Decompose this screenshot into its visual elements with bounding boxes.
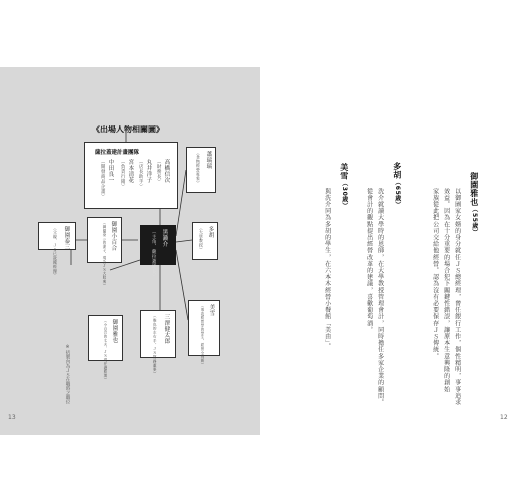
protagonist-role: （主角、薩拉蓋建長） [151,229,157,279]
person-box-masaya [88,315,123,382]
team-member-name: 宮本清花 [127,159,134,183]
person-role: （大學教授） [199,226,205,252]
team-box-title: 薩拉蓋建計畫團隊 [95,150,140,156]
team-member-name: 丸井洋子 [145,159,152,183]
person-role: （父親、ＪＳ已故總經理） [53,226,59,278]
protagonist-name: 黑瀨介 [161,229,168,247]
person-name: 御園泰三 [63,226,70,250]
person-role: （食物經營專家） [196,151,202,186]
chart-title: 《出場人物相關圖》 [92,125,164,134]
character-desc-line: 洗介就讀大學時的恩師，在大學教授管理會計，同時擔任多家企業的顧問。 [376,188,384,406]
person-name: 御園雅也 [111,319,118,343]
team-member-role: （開發商品企畫） [100,159,106,199]
person-role: （雅也的左右手，ＪＳ財務董事） [153,314,158,376]
person-name: 御園小百合 [110,221,117,251]
person-box-manager [186,147,216,193]
person-role: （御園泰三的妻子，現為ＪＳ大股東） [101,221,106,288]
chart-caption: ※括號內為ＪＳ在職時之職位 [65,345,70,404]
team-member-role: （負責行銷） [120,159,126,189]
team-member-role: （店長助手） [138,159,144,189]
person-name: 美雪 [208,304,215,316]
character-desc-line: 以御園家女婿的身分就任ＪＳ總經理，曾任銀行工作，個性精明，事事追求 [453,188,461,406]
person-box-misaki [188,300,220,367]
right-page [260,67,520,435]
person-role: （小百合的丈夫，ＪＳ現任總經理） [102,319,107,382]
person-box-tako [192,222,218,260]
team-member-role: （財務長） [156,159,162,184]
person-name: 多胡 [207,226,214,238]
person-name: 三澤健太郎 [163,314,170,344]
page-number-right: 12 [500,414,508,421]
left-page [0,67,260,435]
person-box-taizo [38,222,76,278]
character-desc-line: 從會計的觀點提出經營改革的建議，喜歡葡萄酒。 [365,188,373,334]
team-box [84,142,178,209]
character-desc-line: 與洗介同為多胡的學生，在六本木經營小餐館「美由」。 [323,188,331,350]
protagonist-box [140,225,176,279]
character-desc-line: 家族從此把公司交給他經營。認為沒有必要保存ＪＳ傳統。 [431,188,439,360]
page-number-left: 13 [8,414,16,421]
character-desc-line: 效益。因為在十分重要的場合犯下關鍵性錯誤，讓原本生意興隆的創始 [442,188,450,393]
character-name-tako: 多胡（65歲） [392,162,402,209]
person-box-sawada [140,310,176,376]
character-name-masaya: 御園雅也（55歲） [469,172,479,236]
character-name-misaki: 美雪（30歲） [339,163,349,210]
person-box-yuriko [87,217,122,288]
person-role: （專攻經營學的學生，經營小餐館） [199,304,204,367]
team-member-name: 高橋信次 [163,159,170,183]
team-member-name: 中田良一 [107,159,114,183]
person-name: 蕭瑞瑞 [205,151,212,169]
